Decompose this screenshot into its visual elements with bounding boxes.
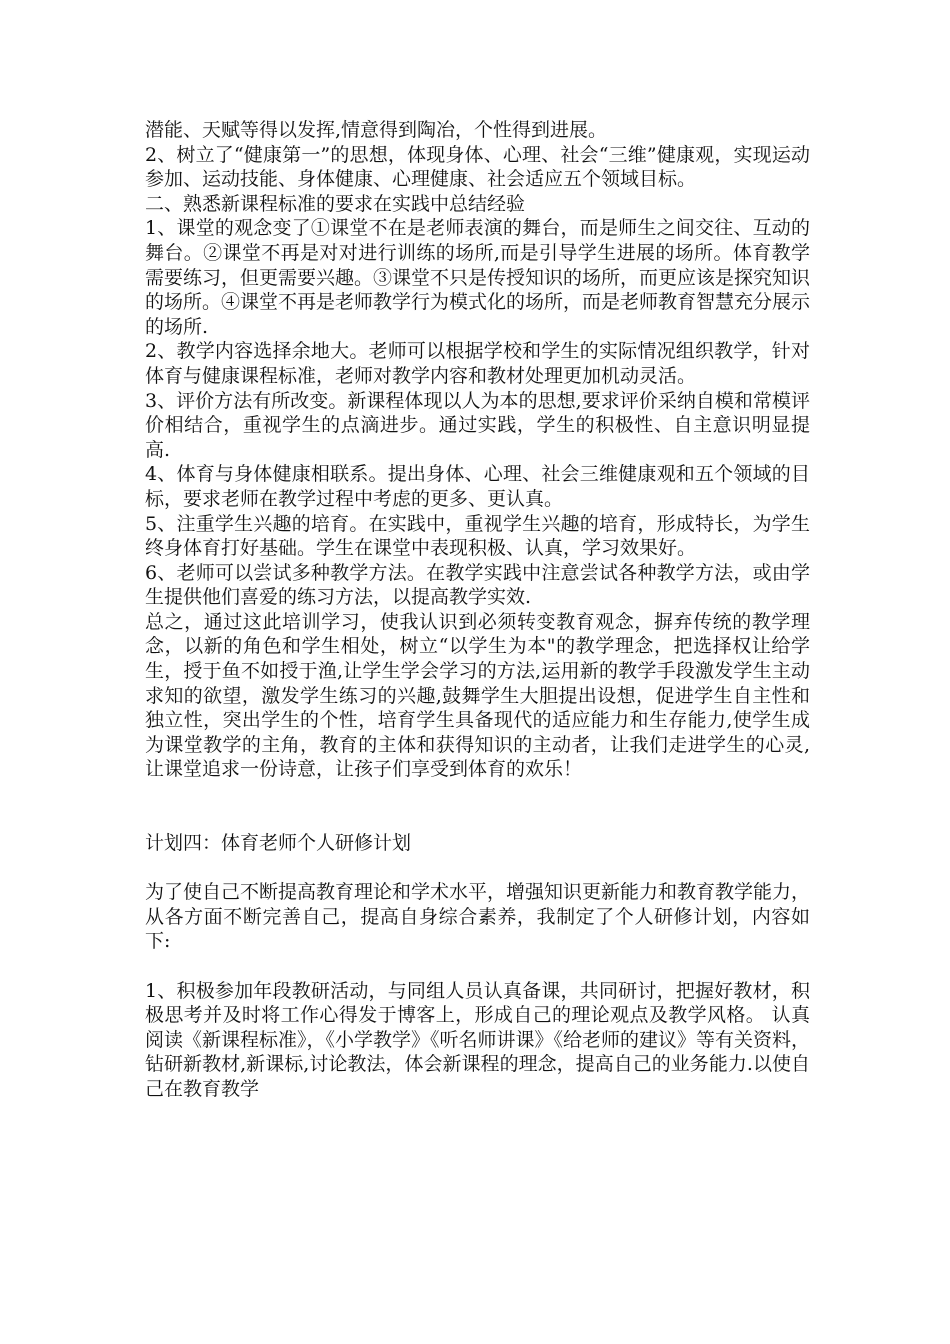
paragraph-interest: 5、注重学生兴趣的培育。在实践中，重视学生兴趣的培育，形成特长，为学生终身体育打好基础。学生在课堂中表现积极、认真，学习效果好。 xyxy=(145,512,810,560)
paragraph-summary: 总之，通过这此培训学习，使我认识到必须转变教育观念，摒弃传统的教学理念，以新的角色和学生相处，树立“以学生为本"的教学理念，把选择权让给学生，授于鱼不如授于渔,让学生学会学习的方法,运用新的教学手段激发学生主动求知的欲望，激发学生练习的兴趣,鼓舞学生大胆提出设想，促进学生自主性和独立性，突出学生的个性，培育学生具备现代的适应能力和生存能力,使学生成为课堂教学的主角，教育的主体和获得知识的主动者，让我们走进学生的心灵,让课堂追求一份诗意，让孩子们享受到体育的欢乐！ xyxy=(145,610,810,781)
section-heading-standards: 二、熟悉新课程标准的要求在实践中总结经验 xyxy=(145,192,526,215)
plan-item-1: 1、积极参加年段教研活动，与同组人员认真备课，共同研讨，把握好教材，积极思考并及时将工作心得发于博客上，形成自己的理论观点及教学风格。 认真阅读《新课程标准》，《小学教学》《听名师讲课》《给老师的建议》等有关资料，钻研新教材,新课标,讨论教法，体会新课程的理念，提高自己的业务能力.以使自己在教育教学 xyxy=(145,979,811,1100)
spacer xyxy=(145,954,810,979)
paragraph-health-first: 2、树立了“健康第一”的思想，体现身体、心理、社会“三维”健康观，实现运动参加、运动技能、身体健康、心理健康、社会适应五个领域目标。 xyxy=(145,143,810,191)
spacer xyxy=(145,782,810,831)
spacer xyxy=(145,856,810,881)
paragraph-physical-health: 4、体育与身体健康相联系。提出身体、心理、社会三维健康观和五个领域的目标，要求老师在教学过程中考虑的更多、更认真。 xyxy=(145,463,810,510)
paragraph-evaluation: 3、评价方法有所改变。新课程体现以人为本的思想,要求评价采纳自模和常模评价相结合，重视学生的点滴进步。通过实践，学生的积极性、自主意识明显提高. xyxy=(145,389,810,461)
plan-intro: 为了使自己不断提高教育理论和学术水平，增强知识更新能力和教育教学能力，从各方面不断完善自己，提高自身综合素养，我制定了个人研修计划，内容如下: xyxy=(145,881,811,953)
paragraph-classroom-concept: 1、课堂的观念变了①课堂不在是老师表演的舞台，而是师生之间交往、互动的舞台。②课堂不再是对对进行训练的场所,而是引导学生进展的场所。体育教学需要练习，但更需要兴趣。③课堂不只是传授知识的场所，而更应该是探究知识的场所。④课堂不再是老师教学行为模式化的场所，而是老师教育智慧充分展示的场所. xyxy=(145,217,811,338)
paragraph-teaching-content: 2、教学内容选择余地大。老师可以根据学校和学生的实际情况组织教学，针对体育与健康课程标准，老师对教学内容和教材处理更加机动灵活。 xyxy=(145,340,810,387)
paragraph-teaching-methods: 6、老师可以尝试多种教学方法。在教学实践中注意尝试各种教学方法，或由学生提供他们喜爱的练习方法，以提高教学实效. xyxy=(145,561,810,609)
document-page xyxy=(145,118,810,1102)
paragraph-potential: 潜能、天赋等得以发挥,情意得到陶冶，个性得到进展。 xyxy=(145,119,608,141)
plan-title: 计划四：体育老师个人研修计划 xyxy=(145,832,412,855)
